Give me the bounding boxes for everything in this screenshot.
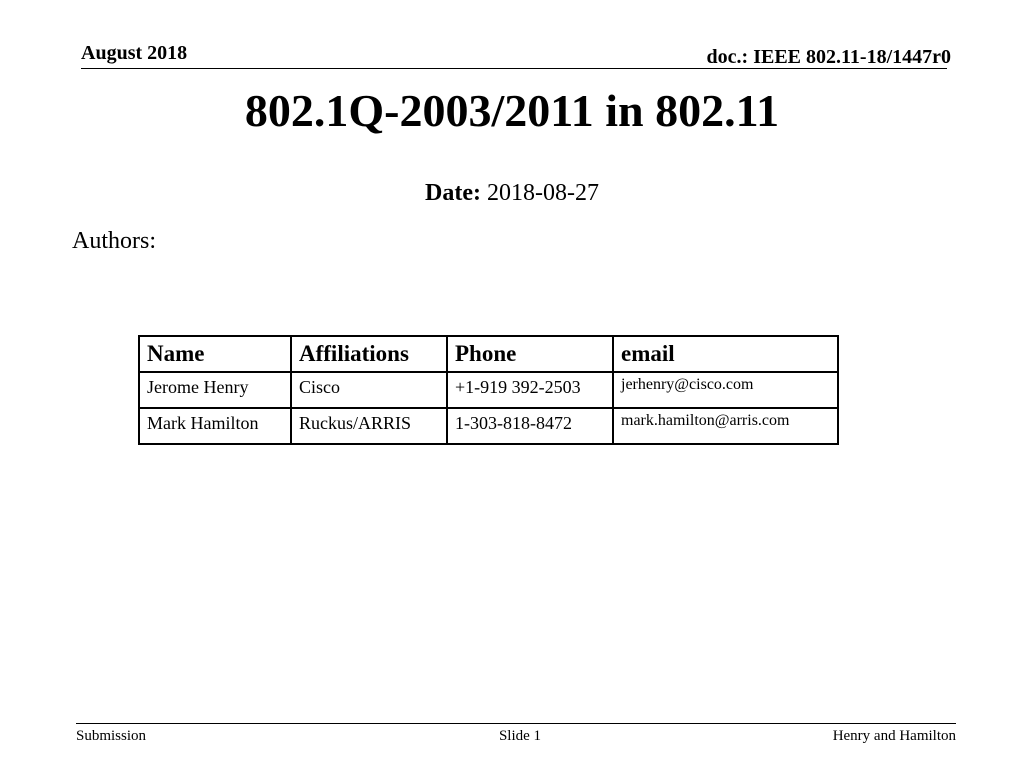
header-email: email <box>613 336 838 372</box>
authors-label: Authors: <box>72 228 156 254</box>
author-affiliation: Cisco <box>291 372 447 408</box>
footer-authors: Henry and Hamilton <box>832 728 956 744</box>
author-name: Jerome Henry <box>139 372 291 408</box>
footer-slide-number: Slide 1 <box>498 728 542 744</box>
date-value: 2018-08-27 <box>486 180 599 206</box>
header-affiliations: Affiliations <box>291 336 447 372</box>
header-name: Name <box>139 336 291 372</box>
author-phone: 1-303-818-8472 <box>447 408 613 444</box>
author-phone: +1-919 392-2503 <box>447 372 613 408</box>
table-row <box>139 408 838 444</box>
table-header-row <box>139 336 838 372</box>
author-email: mark.hamilton@arris.com <box>613 408 838 444</box>
authors-table <box>138 335 839 445</box>
footer-submission: Submission <box>76 728 147 744</box>
slide-title: 802.1Q-2003/2011 in 802.11 <box>244 85 780 136</box>
header-phone: Phone <box>447 336 613 372</box>
footer-divider <box>76 723 956 724</box>
author-name: Mark Hamilton <box>139 408 291 444</box>
table-row <box>139 372 838 408</box>
date-label: Date: <box>425 180 481 206</box>
header-doc-id: doc.: IEEE 802.11-18/1447r0 <box>706 46 951 68</box>
author-affiliation: Ruckus/ARRIS <box>291 408 447 444</box>
header-date: August 2018 <box>81 42 188 64</box>
author-email: jerhenry@cisco.com <box>613 372 838 408</box>
header-divider <box>81 68 947 69</box>
date-line <box>0 180 1024 207</box>
